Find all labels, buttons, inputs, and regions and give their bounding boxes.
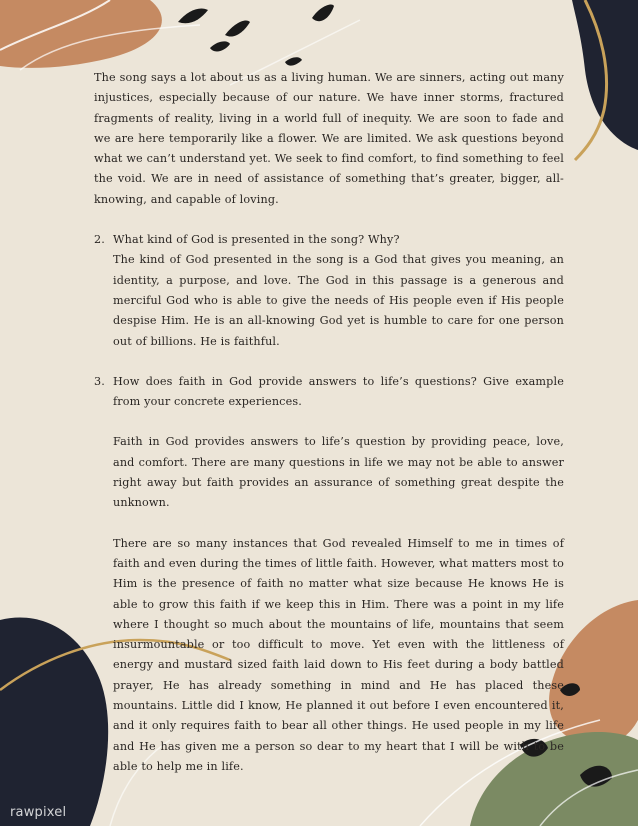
- question-text: What kind of God is presented in the song? Why?: [113, 233, 400, 247]
- black-brush-stroke: [312, 5, 334, 22]
- question-3: [94, 372, 564, 413]
- question-2-answer: The kind of God presented in the song is a God that gives you meaning, an identity, a purpose, and love. The God in this passage is a generous and merciful God who is able to give the needs of His people even if His people despise Him. He is an all-knowing God yet is humble to care for one person out of billions. He is faithful.: [113, 253, 564, 348]
- spacer: [94, 352, 564, 372]
- question-number: 2.: [94, 233, 105, 247]
- black-brush-stroke: [178, 9, 208, 24]
- spacer: [94, 412, 564, 432]
- black-brush-stroke: [210, 41, 230, 51]
- navy-blob-bottom-left: [0, 618, 108, 826]
- spacer: [94, 514, 564, 534]
- intro-paragraph: The song says a lot about us as a living human. We are sinners, acting out many injustices, especially because of our nature. We have inner storms, fractured fragments of reality, living in a world full of inequity. We are soon to fade and we are here temporarily like a flower. We are limited. We ask questions beyond what we can’t understand yet. We seek to find comfort, to find something to feel the void. We are in need of assistance of something that’s greater, bigger, all-knowing, and capable of loving.: [94, 71, 564, 206]
- watermark: rawpixel: [10, 805, 67, 820]
- terracotta-blob-top-left: [0, 0, 162, 68]
- spacer: [94, 210, 564, 230]
- question-number: 3.: [94, 374, 105, 388]
- black-brush-stroke: [285, 57, 302, 65]
- question-2: [94, 230, 564, 250]
- document-body: [94, 68, 564, 777]
- black-brush-stroke: [225, 21, 250, 37]
- question-3-answer-paragraph-2: There are so many instances that God revealed Himself to me in times of faith and even during the times of little faith. However, what matters most to Him is the presence of faith no matter what size because He knows He is able to grow this faith if we keep this in Him. There was a point in my life where I thought so much about the mountains of life, mountains that seem insurmountable or too difficult to move. Yet even with the littleness of energy and mustard sized faith laid down to His feet during a body battled prayer, He has already something in mind and He has placed these mountains. Little did I know, He planned it out before I even encountered it, and it only requires faith to bear all other things. He used people in my life and He has given me a person so dear to my heart that I will be with to be able to help me in life.: [113, 536, 564, 773]
- question-3-answer-paragraph-1: Faith in God provides answers to life’s question by providing peace, love, and comfort. There are many questions in life we may not be able to answer right away but faith provides an assurance of something great despite the unknown.: [113, 435, 564, 510]
- question-text: How does faith in God provide answers to life’s questions? Give example from your concrete experiences.: [113, 374, 564, 409]
